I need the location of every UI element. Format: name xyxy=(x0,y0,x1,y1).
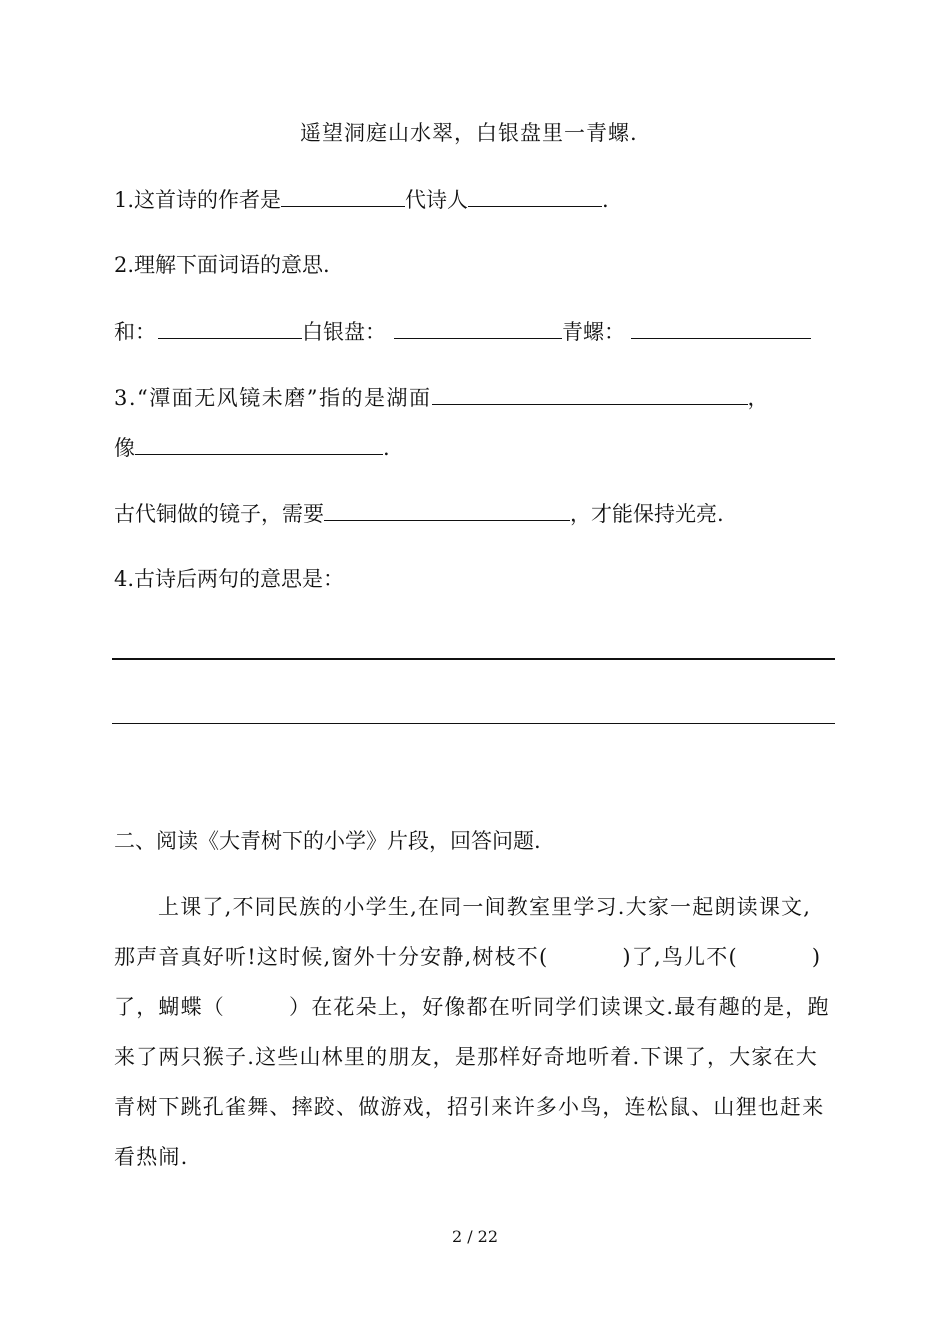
q3-blank-lake-surface[interactable] xyxy=(432,382,748,405)
q2-term-he: 和： xyxy=(114,320,156,344)
passage-line-2-c: ) xyxy=(811,945,822,969)
passage-line-2 xyxy=(114,932,836,982)
q3-line1-prefix: 3.“潭面无风镜未磨”指的是湖面 xyxy=(114,386,432,410)
passage-line-5: 青树下跳孔雀舞、摔跤、做游戏，招引来许多小鸟，连松鼠、山狸也赶来 xyxy=(114,1095,825,1119)
q1-prefix: 1.这首诗的作者是 xyxy=(114,188,282,212)
question-3-line-3 xyxy=(114,498,724,529)
q1-blank-dynasty[interactable] xyxy=(468,184,602,207)
q3-line1-suffix: ， xyxy=(747,386,771,410)
passage-line-4: 来了两只猴子.这些山林里的朋友，是那样好奇地听着.下课了，大家在大 xyxy=(114,1045,818,1069)
q4-answer-line-2[interactable] xyxy=(112,723,835,724)
q3-line2-prefix: 像 xyxy=(114,436,135,460)
poem-line: 遥望洞庭山水翠，白银盘里一青螺. xyxy=(300,121,638,145)
page-number: 2 / 22 xyxy=(451,1227,499,1246)
q2-term-baiyinpan: 白银盘： xyxy=(302,320,386,344)
q3-line3-suffix: ，才能保持光亮. xyxy=(570,502,724,526)
q2-term-qingluo: 青螺： xyxy=(562,320,625,344)
q3-blank-mirror[interactable] xyxy=(324,498,570,521)
section-2-heading: 二、阅读《大青树下的小学》片段，回答问题. xyxy=(114,829,541,853)
q2-blank-baiyinpan[interactable] xyxy=(394,316,562,339)
question-2-terms xyxy=(114,316,811,347)
passage-line-3-b: ）在花朵上，好像都在听同学们读课文.最有趣的是，跑 xyxy=(289,995,830,1019)
passage-line-3-a: 了，蝴蝶（ xyxy=(114,995,225,1019)
q1-blank-author[interactable] xyxy=(281,184,405,207)
passage-line-1: 上课了,不同民族的小学生,在同一间教室里学习.大家一起朗读课文, xyxy=(158,895,812,919)
q3-blank-like[interactable] xyxy=(135,432,383,455)
q3-line2-suffix: . xyxy=(383,436,390,460)
question-3-line-2 xyxy=(114,432,390,463)
q3-line3-prefix: 古代铜做的镜子，需要 xyxy=(114,502,324,526)
question-3-line-1 xyxy=(114,382,770,413)
question-1 xyxy=(114,184,609,215)
passage-line-6: 看热闹. xyxy=(114,1145,189,1169)
passage-line-2-b: )了,鸟儿不( xyxy=(622,945,738,969)
q1-middle: 代诗人 xyxy=(405,188,469,212)
q4-answer-line-1[interactable] xyxy=(112,658,835,660)
passage-line-2-a: 那声音真好听!这时候,窗外十分安静,树枝不( xyxy=(114,945,549,969)
question-4-prompt: 4.古诗后两句的意思是： xyxy=(114,567,345,591)
q1-suffix: . xyxy=(602,188,609,212)
q2-blank-qingluo[interactable] xyxy=(631,316,811,339)
question-2-prompt: 2.理解下面词语的意思. xyxy=(114,253,330,277)
reading-passage xyxy=(114,882,836,1182)
q2-blank-he[interactable] xyxy=(158,316,302,339)
passage-line-3 xyxy=(114,982,836,1032)
